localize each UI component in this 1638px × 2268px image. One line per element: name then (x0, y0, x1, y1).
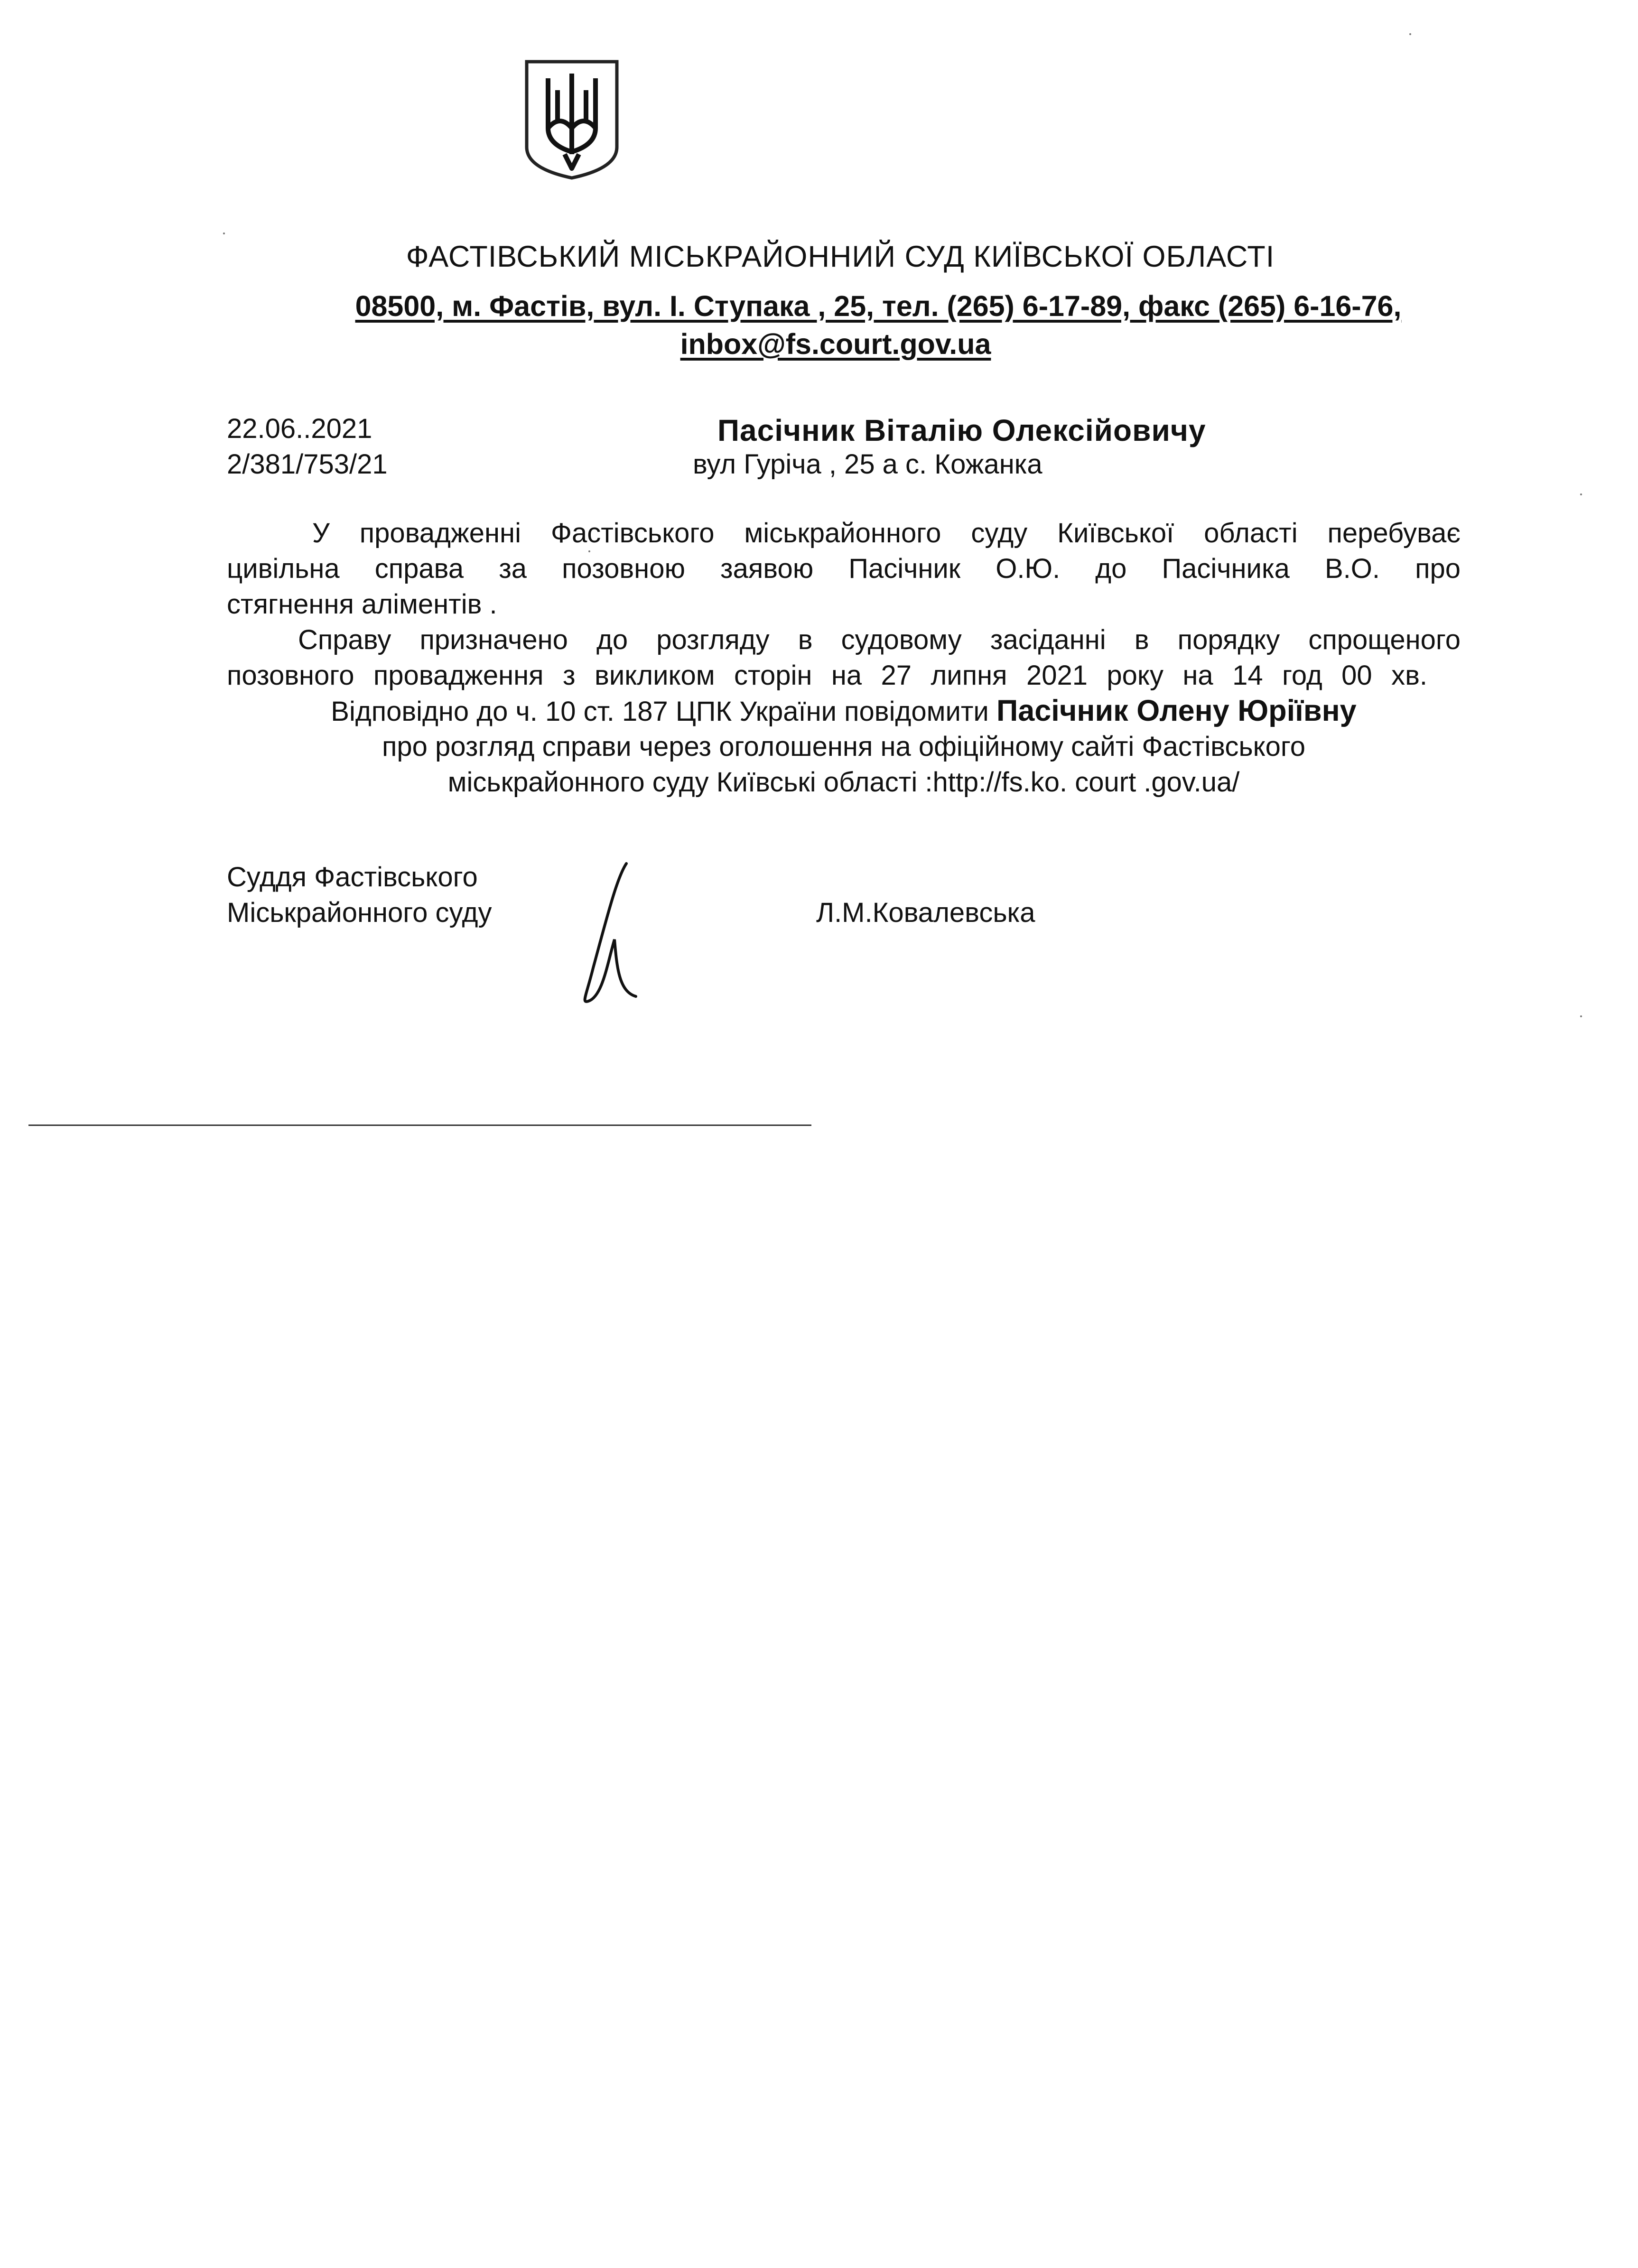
paragraph-1-line-1: У провадженні Фастівського міськрайонного суду Київської області перебуває (312, 518, 1461, 548)
recipient-name: Пасічник Віталію Олексійовичу (717, 413, 1206, 447)
paragraph-2-line-2: позовного провадження з викликом сторін на 27 липня 2021 року на 14 год 00 хв. (227, 660, 1427, 691)
court-address: 08500, м. Фастів, вул. І. Ступака , 25, тел. (265) 6-17-89, факс (265) 6-16-76, (355, 290, 1402, 322)
handwritten-signature (574, 859, 655, 1011)
scan-speck (588, 550, 590, 552)
paragraph-3-line-2: про розгляд справи через оголошення на офіційному сайті Фастівського (382, 731, 1305, 762)
paragraph-1-line-2: цивільна справа за позовною заявою Пасічник О.Ю. до Пасічника В.О. про (227, 553, 1461, 584)
paragraph-1-line-3: стягнення аліментів . (227, 589, 497, 620)
scan-speck (1409, 33, 1411, 35)
letter-date: 22.06..2021 (227, 413, 372, 444)
paragraph-3-prefix: Відповідно до ч. 10 ст. 187 ЦПК України повідомити (331, 696, 989, 727)
judge-title-line-2: Міськрайонного суду (227, 897, 492, 928)
scan-speck (223, 232, 225, 234)
notified-person: Пасічник Олену Юріївну (996, 694, 1357, 727)
paragraph-2-line-1: Справу призначено до розгляду в судовому засіданні в порядку спрощеного (298, 624, 1461, 655)
paragraph-3-line-1 (227, 694, 1461, 728)
recipient-address: вул Гуріча , 25 а с. Кожанка (693, 449, 1042, 480)
paragraph-3-line-3: міськрайонного суду Київські області :http://fs.ko. court .gov.ua/ (447, 767, 1240, 798)
judge-name: Л.М.Ковалевська (816, 897, 1035, 928)
court-name: ФАСТІВСЬКИЙ МІСЬКРАЙОННИЙ СУД КИЇВСЬКОЇ ОБЛАСТІ (406, 240, 1275, 273)
coat-of-arms-icon (522, 57, 622, 180)
bottom-divider (28, 1125, 811, 1126)
scan-speck (1580, 1015, 1582, 1017)
case-reference: 2/381/753/21 (227, 449, 388, 480)
court-email: inbox@fs.court.gov.ua (680, 328, 991, 360)
judge-title-line-1: Суддя Фастівського (227, 862, 478, 892)
scan-speck (1580, 493, 1582, 495)
